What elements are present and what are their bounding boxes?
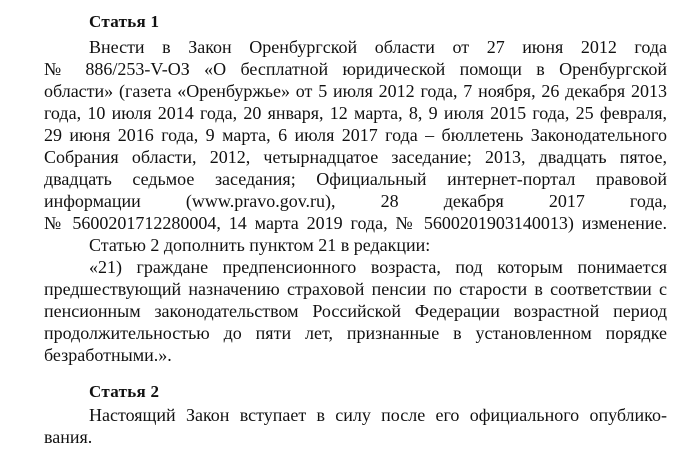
article-1-line: Собрания области, 2012, четырнадцатое заседание; 2013, двадцать пятое, <box>44 147 667 167</box>
article-1-line: двадцать седьмое заседания; Официальный интернет-портал правовой <box>44 169 667 189</box>
article-2-line: вания. <box>44 427 93 447</box>
article-1-line: Внести в Закон Оренбургской области от 27 июня 2012 года <box>89 37 667 57</box>
article-2-heading: Статья 2 <box>89 382 160 401</box>
article-2-line: Настоящий Закон вступает в силу после его официального опублико- <box>89 405 667 425</box>
article-1-line: области» (газета «Оренбуржье» от 5 июля 2012 года, 7 ноября, 26 декабря 2013 <box>44 81 667 101</box>
article-1-line: информации (www.pravo.gov.ru), 28 декабря 2017 года, <box>44 191 667 211</box>
article-1-line: года, 10 июля 2014 года, 20 января, 12 марта, 8, 9 июля 2015 года, 25 февраля, <box>44 103 667 123</box>
article-1-heading: Статья 1 <box>89 12 160 31</box>
article-1-line: продолжительностью до пяти лет, признанные в установленном порядке <box>44 323 667 343</box>
article-1-line: Статью 2 дополнить пунктом 21 в редакции: <box>89 235 431 255</box>
article-1-line: безработными.». <box>44 345 172 365</box>
article-1-line: № 5600201712280004, 14 марта 2019 года, № 5600201903140013) изменение. <box>44 213 667 233</box>
article-1-line: «21) граждане предпенсионного возраста, под которым понимается <box>89 257 667 277</box>
article-1-line: предшествующий назначению страховой пенсии по старости в соответствии с <box>44 279 667 299</box>
article-1-line: пенсионным законодательством Российской Федерации возрастной период <box>44 301 667 321</box>
article-1-line: № 886/253-V-ОЗ «О бесплатной юридической помощи в Оренбургской <box>44 59 667 79</box>
article-1-line: 29 июня 2016 года, 9 марта, 6 июля 2017 года – бюллетень Законодательного <box>44 125 667 145</box>
